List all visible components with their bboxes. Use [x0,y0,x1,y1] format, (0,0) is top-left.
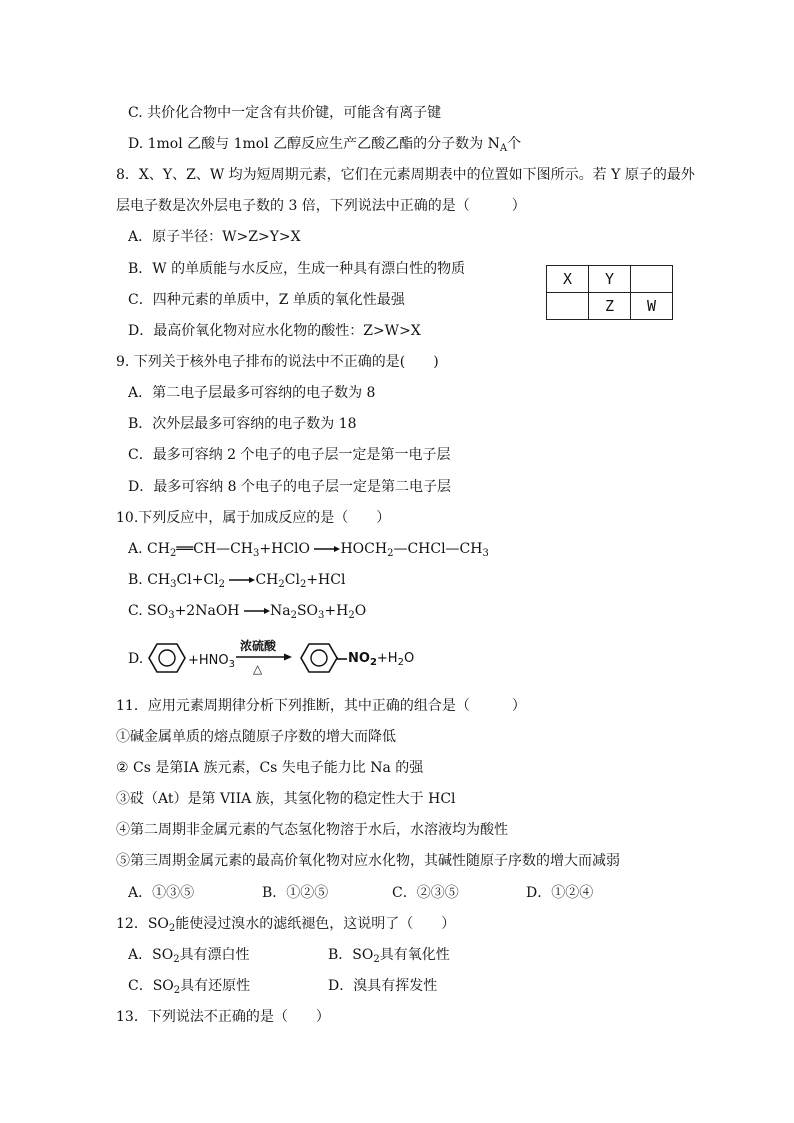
q12-option-b: B．$SO_2$具有氧化性 [328,947,450,965]
q8-option-b: B．W 的单质能与水反应，生成一种具有漂白性的物质 [128,261,466,277]
q12-option-c: C．$SO_2$具有还原性 [128,978,251,996]
nitrobenzene-product: $NO_2+H_2O$ [348,651,415,668]
cell-w: W [631,293,673,320]
reaction-arrow-icon [236,652,292,662]
q11-stem: 11．应用元素周期律分析下列推断，其中正确的组合是（ ） [116,698,526,714]
reaction-arrow-icon [229,575,255,585]
catalyst-label: 浓硫酸 [240,639,277,653]
q10-option-d-label: D. [128,651,144,667]
reaction-arrow-icon [314,544,340,554]
cell-empty [631,266,673,293]
cell-x: X [547,266,589,293]
q13-stem: 13．下列说法不正确的是（ ） [116,1009,330,1025]
q11-statement-1: ①碱金属单质的熔点随原子序数的增大而降低 [116,729,396,745]
q11-statement-2: ② Cs 是第ⅠA 族元素，Cs 失电子能力比 Na 的强 [116,760,424,776]
q7-option-d: D. 1mol 乙酸与 1mol 乙醇反应生产乙酸乙酯的分子数为 $N_A$个 [128,136,522,154]
q12-option-d: D．溴具有挥发性 [328,978,438,994]
q9-option-a: A．第二电子层最多可容纳的电子数为 8 [128,385,376,401]
cell-z: Z [589,293,631,320]
q9-option-d: D．最多可容纳 8 个电子的电子层一定是第二电子层 [128,479,452,495]
q11-statement-3: ③砹（At）是第 VIIA 族，其氢化物的稳定性大于 HCl [116,791,456,807]
q11-option-b: B．①②⑤ [262,885,329,901]
benzene-ring-icon [148,642,186,674]
q11-option-c: C．②③⑤ [392,885,459,901]
q8-stem-line2: 层电子数是次外层电子数的 3 倍，下列说法中正确的是（ ） [116,198,526,214]
q11-statement-4: ④第二周期非金属元素的气态氢化物溶于水后，水溶液均为酸性 [116,822,508,838]
q12-stem: 12．$SO_2$能使浸过溴水的滤纸褪色，这说明了（ ） [116,916,456,934]
q9-option-b: B．次外层最多可容纳的电子数为 18 [128,416,357,432]
benzene-ring-icon [300,642,338,674]
q11-statement-5: ⑤第三周期金属元素的最高价氧化物对应水化物，其碱性随原子序数的增大而减弱 [116,853,620,869]
cell-y: Y [589,266,631,293]
q8-option-a: A．原子半径：W>Z>Y>X [128,229,301,245]
periodic-table-fragment [546,265,673,320]
cell-empty [547,293,589,320]
q10-option-a: A. $CH_2══CH—CH_3+HClO$ $HOCH_2—CHCl—CH_3$ [128,541,489,559]
q9-option-c: C．最多可容纳 2 个电子的电子层一定是第一电子层 [128,447,451,463]
q10-stem: 10.下列反应中，属于加成反应的是（ ） [116,510,391,526]
q10-option-c: C. $SO_3+2NaOH$ $Na_2SO_3+H_2O$ [128,603,367,621]
q12-option-a: A．$SO_2$具有漂白性 [128,947,250,965]
bond-line-icon [337,657,347,661]
q8-stem-line1: 8．X、Y、Z、W 均为短周期元素，它们在元素周期表中的位置如下图所示。若 Y 原子的最外 [116,167,695,183]
q9-stem: 9. 下列关于核外电子排布的说法中不正确的是( ) [116,354,439,370]
q11-option-d: D．①②④ [526,885,594,901]
nitric-acid-reagent: $+HNO_3$ [188,653,235,670]
q11-option-a: A．①③⑤ [128,885,195,901]
heat-symbol: △ [253,662,263,676]
q7-option-c: C. 共价化合物中一定含有共价键，可能含有离子键 [128,105,442,121]
q10-option-b: B. $CH_3Cl+Cl_2$ $CH_2Cl_2+HCl$ [128,572,346,590]
q8-option-d: D．最高价氧化物对应水化物的酸性：Z>W>X [128,323,421,339]
q8-option-c: C．四种元素的单质中，Z 单质的氧化性最强 [128,292,405,308]
reaction-arrow-icon [244,606,270,616]
